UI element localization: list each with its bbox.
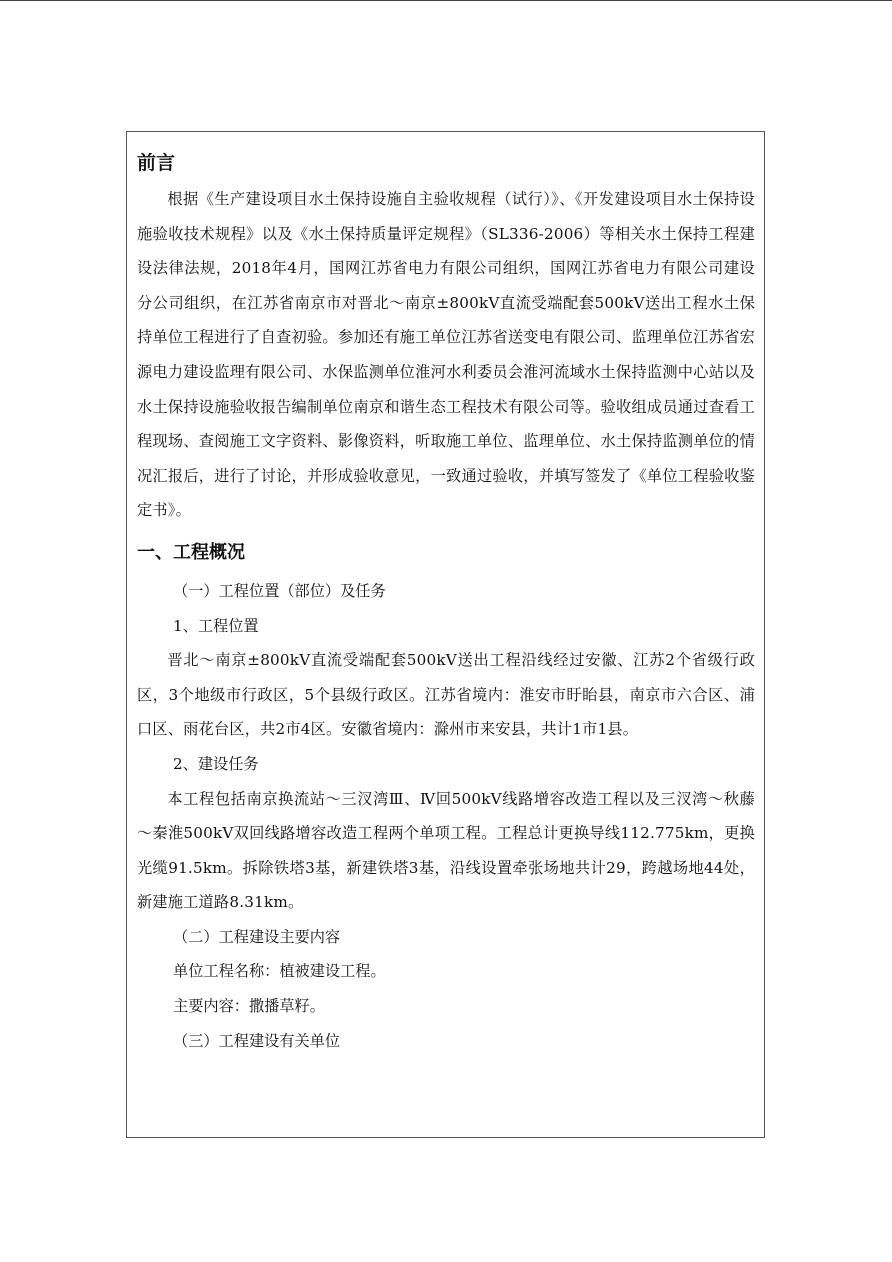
subsection-3-title: （三）工程建设有关单位 (173, 1031, 341, 1050)
item-1-title: 1、工程位置 (173, 616, 259, 635)
main-content: 主要内容：撒播草籽。 (173, 997, 325, 1016)
section-1-title: 一、工程概况 (137, 541, 245, 563)
top-border-line (0, 0, 892, 1)
subsection-2-title: （二）工程建设主要内容 (173, 927, 341, 946)
document-frame (126, 131, 765, 1138)
item-2-paragraph: 本工程包括南京换流站～三汊湾Ⅲ、Ⅳ回500kV线路增容改造工程以及三汊湾～秋藤～秦淮500kV双回线路增容改造工程两个单项工程。工程总计更换导线112.775km，更换光缆91.5km。拆除铁塔3基，新建铁塔3基，沿线设置牵张场地共计29，跨越场地44处，新建施工道路8.31km。 (137, 789, 755, 912)
item-2-title: 2、建设任务 (173, 754, 259, 773)
item-1-paragraph: 晋北～南京±800kV直流受端配套500kV送出工程沿线经过安徽、江苏2个省级行政区，3个地级市行政区，5个县级行政区。江苏省境内：淮安市盱眙县，南京市六合区、浦口区、雨花台区，共2市4区。安徽省境内：滁州市来安县，共计1市1县。 (137, 651, 755, 739)
preface-paragraph: 根据《生产建设项目水土保持设施自主验收规程（试行）》、《开发建设项目水土保持设施验收技术规程》以及《水土保持质量评定规程》（SL336-2006）等相关水土保持工程建设法律法规，2018年4月，国网江苏省电力有限公司组织，国网江苏省电力有限公司建设分公司组织，在江苏省南京市对晋北～南京±800kV直流受端配套500kV送出工程水土保持单位工程进行了自查初验。参加还有施工单位江苏省送变电有限公司、监理单位江苏省宏源电力建设监理有限公司、水保监测单位淮河水利委员会淮河流域水土保持监测中心站以及水土保持设施验收报告编制单位南京和谐生态工程技术有限公司等。验收组成员通过查看工程现场、查阅施工文字资料、影像资料，听取施工单位、监理单位、水土保持监测单位的情况汇报后，进行了讨论，并形成验收意见，一致通过验收，并填写签发了《单位工程验收鉴定书》。 (137, 190, 755, 520)
preface-title: 前言 (137, 152, 176, 174)
subsection-1-title: （一）工程位置（部位）及任务 (173, 581, 386, 600)
unit-project-name: 单位工程名称：植被建设工程。 (173, 962, 386, 981)
